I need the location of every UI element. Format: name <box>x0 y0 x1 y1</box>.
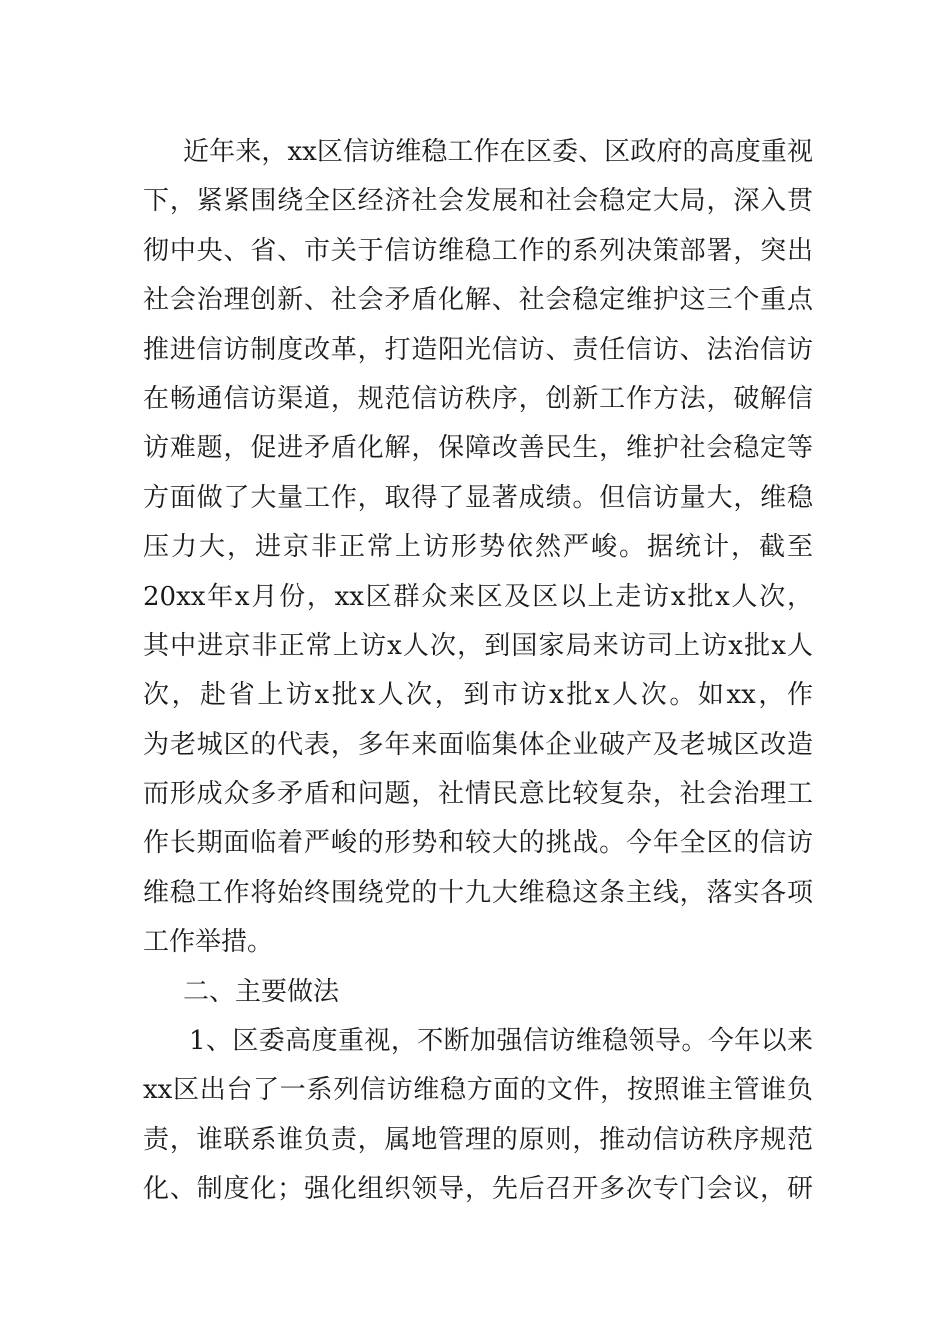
paragraph-line: 压力大，进京非正常上访形势依然严峻。据统计，截至 <box>143 532 813 563</box>
body-text <box>143 128 813 1215</box>
paragraph-line: 维稳工作将始终围绕党的十九大维稳这条主线，落实各项 <box>143 877 813 908</box>
paragraph-line: 访难题，促进矛盾化解，保障改善民生，维护社会稳定等 <box>143 433 813 464</box>
paragraph-line: xx区出台了一系列信访维稳方面的文件，按照谁主管谁负 <box>143 1075 813 1106</box>
paragraph-line: 为老城区的代表，多年来面临集体企业破产及老城区改造 <box>143 729 813 760</box>
paragraph-line: 近年来，xx区信访维稳工作在区委、区政府的高度重视 <box>183 137 813 167</box>
section-heading: 二、主要做法 <box>183 976 340 1007</box>
paragraph-line: 方面做了大量工作，取得了显著成绩。但信访量大，维稳 <box>143 482 813 513</box>
paragraph-line: 社会治理创新、社会矛盾化解、社会稳定维护这三个重点 <box>143 285 813 316</box>
paragraph-line: 而形成众多矛盾和问题，社情民意比较复杂，社会治理工 <box>143 779 813 810</box>
paragraph-line: 在畅通信访渠道，规范信访秩序，创新工作方法，破解信 <box>143 383 813 414</box>
paragraph-line: 其中进京非正常上访x人次，到国家局来访司上访x批x人 <box>143 630 813 661</box>
paragraph-line: 彻中央、省、市关于信访维稳工作的系列决策部署，突出 <box>143 235 813 266</box>
paragraph-line: 下，紧紧围绕全区经济社会发展和社会稳定大局，深入贯 <box>143 186 813 217</box>
paragraph-line: 20xx年x月份，xx区群众来区及区以上走访x批x人次， <box>143 581 813 612</box>
paragraph-line: 作长期面临着严峻的形势和较大的挑战。今年全区的信访 <box>143 828 813 859</box>
paragraph-line: 次，赴省上访x批x人次，到市访x批x人次。如xx，作 <box>143 680 813 711</box>
paragraph-line: 工作举措。 <box>143 927 274 958</box>
paragraph-line: 化、制度化；强化组织领导，先后召开多次专门会议，研 <box>143 1174 813 1205</box>
paragraph-line: 1、区委高度重视，不断加强信访维稳领导。今年以来 <box>189 1026 813 1057</box>
paragraph-line: 推进信访制度改革，打造阳光信访、责任信访、法治信访 <box>143 334 813 365</box>
paragraph-line: 责，谁联系谁负责，属地管理的原则，推动信访秩序规范 <box>143 1124 813 1155</box>
